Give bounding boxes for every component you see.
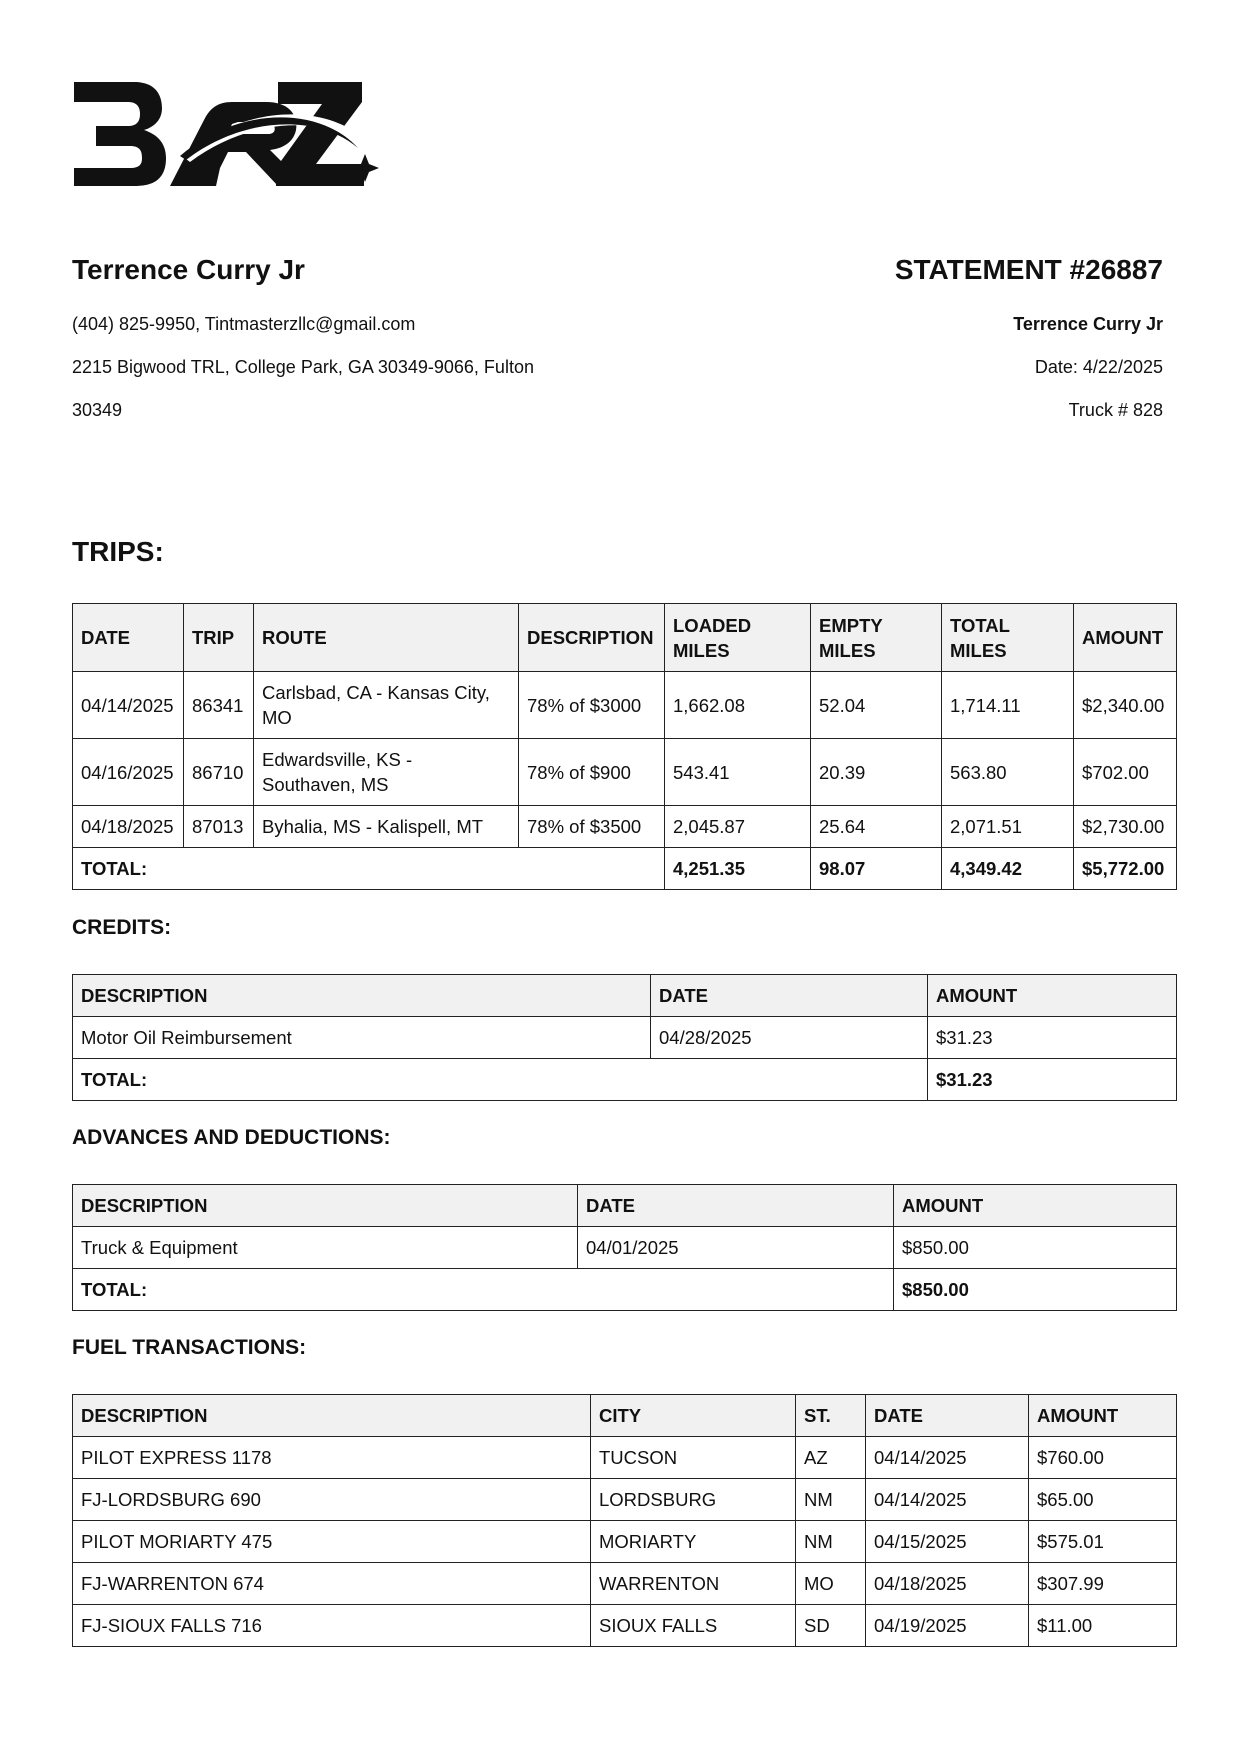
table-cell: 2,071.51 (942, 806, 1074, 848)
table-cell: $702.00 (1074, 739, 1177, 806)
total-label: TOTAL: (73, 848, 665, 890)
table-cell: 87013 (184, 806, 254, 848)
table-cell: LORDSBURG (591, 1479, 796, 1521)
table-cell: 78% of $3000 (519, 672, 665, 739)
table-row (73, 1437, 1177, 1479)
column-header: AMOUNT (1074, 604, 1177, 672)
table-total-row (73, 1059, 1177, 1101)
table-cell: Truck & Equipment (73, 1227, 578, 1269)
statement-truck: Truck # 828 (1068, 400, 1163, 420)
statement-title: STATEMENT #26887 (894, 254, 1163, 285)
total-label: TOTAL: (73, 1059, 928, 1101)
table-cell: 04/01/2025 (578, 1227, 894, 1269)
table-cell: 78% of $900 (519, 739, 665, 806)
credits-table (72, 974, 1177, 1101)
table-cell: 04/19/2025 (866, 1605, 1029, 1647)
table-cell: FJ-WARRENTON 674 (73, 1563, 591, 1605)
table-cell: WARRENTON (591, 1563, 796, 1605)
table-row (73, 1479, 1177, 1521)
table-cell: Byhalia, MS - Kalispell, MT (254, 806, 519, 848)
table-cell: 04/16/2025 (73, 739, 184, 806)
total-loaded-miles: 4,251.35 (665, 848, 811, 890)
table-cell: FJ-LORDSBURG 690 (73, 1479, 591, 1521)
table-cell: 78% of $3500 (519, 806, 665, 848)
column-header: DATE (651, 975, 928, 1017)
column-header: AMOUNT (1029, 1395, 1177, 1437)
table-cell: FJ-SIOUX FALLS 716 (73, 1605, 591, 1647)
table-cell: 2,045.87 (665, 806, 811, 848)
total-amount: $31.23 (928, 1059, 1177, 1101)
table-cell: NM (796, 1479, 866, 1521)
table-cell: NM (796, 1521, 866, 1563)
table-cell: 04/15/2025 (866, 1521, 1029, 1563)
table-row (73, 1227, 1177, 1269)
table-cell: SD (796, 1605, 866, 1647)
table-cell: 543.41 (665, 739, 811, 806)
total-total-miles: 4,349.42 (942, 848, 1074, 890)
table-cell: $760.00 (1029, 1437, 1177, 1479)
table-header-row (73, 604, 1177, 672)
table-header-row (73, 1395, 1177, 1437)
carrier-contact: (404) 825-9950, Tintmasterzllc@gmail.com (72, 314, 416, 334)
column-header: CITY (591, 1395, 796, 1437)
total-label: TOTAL: (73, 1269, 894, 1311)
table-cell: PILOT MORIARTY 475 (73, 1521, 591, 1563)
table-cell: 04/14/2025 (866, 1479, 1029, 1521)
table-total-row (73, 1269, 1177, 1311)
table-cell: $850.00 (894, 1227, 1177, 1269)
table-cell: $31.23 (928, 1017, 1177, 1059)
statement-driver: Terrence Curry Jr (1013, 314, 1163, 334)
table-cell: 04/18/2025 (73, 806, 184, 848)
table-cell: TUCSON (591, 1437, 796, 1479)
table-header-row (73, 1185, 1177, 1227)
table-row (73, 1563, 1177, 1605)
credits-title: CREDITS: (72, 916, 172, 939)
table-cell: $2,730.00 (1074, 806, 1177, 848)
table-cell: $575.01 (1029, 1521, 1177, 1563)
table-cell: 04/14/2025 (73, 672, 184, 739)
column-header: DATE (866, 1395, 1029, 1437)
table-cell: Motor Oil Reimbursement (73, 1017, 651, 1059)
column-header: ST. (796, 1395, 866, 1437)
column-header: DESCRIPTION (73, 975, 651, 1017)
table-cell: 52.04 (811, 672, 942, 739)
table-cell: Edwardsville, KS - Southaven, MS (254, 739, 519, 806)
column-header: DESCRIPTION (73, 1395, 591, 1437)
carrier-name: Terrence Curry Jr (72, 254, 305, 285)
table-row (73, 1017, 1177, 1059)
column-header: DESCRIPTION (519, 604, 665, 672)
total-amount: $850.00 (894, 1269, 1177, 1311)
table-cell: 86710 (184, 739, 254, 806)
column-header: AMOUNT (928, 975, 1177, 1017)
table-cell: PILOT EXPRESS 1178 (73, 1437, 591, 1479)
table-cell: 25.64 (811, 806, 942, 848)
table-row (73, 739, 1177, 806)
table-cell: AZ (796, 1437, 866, 1479)
fuel-title: FUEL TRANSACTIONS: (72, 1336, 307, 1359)
fuel-table (72, 1394, 1177, 1647)
table-row (73, 1521, 1177, 1563)
table-cell: 20.39 (811, 739, 942, 806)
carrier-address-line2: 30349 (72, 400, 123, 420)
table-cell: MORIARTY (591, 1521, 796, 1563)
table-header-row (73, 975, 1177, 1017)
table-cell: $11.00 (1029, 1605, 1177, 1647)
carrier-address-line1: 2215 Bigwood TRL, College Park, GA 30349-9066, Fulton (72, 357, 534, 377)
table-row (73, 672, 1177, 739)
table-row (73, 1605, 1177, 1647)
column-header: TOTAL MILES (942, 604, 1074, 672)
column-header: EMPTY MILES (811, 604, 942, 672)
table-cell: 04/14/2025 (866, 1437, 1029, 1479)
table-cell: SIOUX FALLS (591, 1605, 796, 1647)
total-empty-miles: 98.07 (811, 848, 942, 890)
table-total-row (73, 848, 1177, 890)
advances-title: ADVANCES AND DEDUCTIONS: (72, 1126, 391, 1149)
table-cell: 04/28/2025 (651, 1017, 928, 1059)
column-header: ROUTE (254, 604, 519, 672)
advances-table (72, 1184, 1177, 1311)
table-cell: $2,340.00 (1074, 672, 1177, 739)
table-cell: $65.00 (1029, 1479, 1177, 1521)
column-header: DESCRIPTION (73, 1185, 578, 1227)
statement-date: Date: 4/22/2025 (1034, 357, 1163, 377)
trips-table (72, 603, 1177, 890)
table-cell: 86341 (184, 672, 254, 739)
total-amount: $5,772.00 (1074, 848, 1177, 890)
table-cell: $307.99 (1029, 1563, 1177, 1605)
table-cell: 563.80 (942, 739, 1074, 806)
column-header: LOADED MILES (665, 604, 811, 672)
trips-title: TRIPS: (72, 536, 164, 567)
column-header: DATE (73, 604, 184, 672)
table-cell: Carlsbad, CA - Kansas City, MO (254, 672, 519, 739)
company-logo (70, 78, 390, 196)
table-row (73, 806, 1177, 848)
table-cell: MO (796, 1563, 866, 1605)
table-cell: 1,662.08 (665, 672, 811, 739)
column-header: DATE (578, 1185, 894, 1227)
column-header: AMOUNT (894, 1185, 1177, 1227)
table-cell: 04/18/2025 (866, 1563, 1029, 1605)
column-header: TRIP (184, 604, 254, 672)
table-cell: 1,714.11 (942, 672, 1074, 739)
